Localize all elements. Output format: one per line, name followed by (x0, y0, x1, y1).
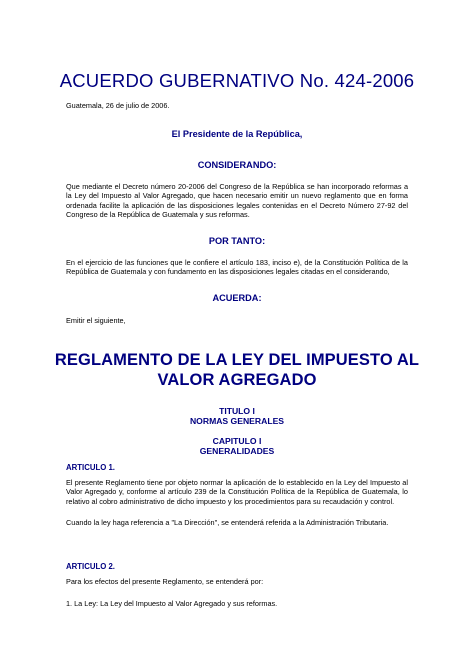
capitulo-heading: CAPITULO I (212, 436, 262, 446)
emitir-line: Emitir el siguiente, (66, 316, 126, 325)
article-1-paragraph-2: Cuando la ley haga referencia a "La Dirección", se entenderá referida a la Administración Tributaria. (66, 518, 389, 527)
reglamento-title-line-2: VALOR AGREGADO (157, 371, 317, 389)
considerando-heading: CONSIDERANDO: (197, 160, 277, 170)
article-2-paragraph: Para los efectos del presente Reglamento, se entenderá por: (66, 577, 264, 586)
reglamento-title-line-1: REGLAMENTO DE LA LEY DEL IMPUESTO AL (54, 351, 420, 369)
titulo-heading: TITULO I (219, 406, 255, 416)
date-line: Guatemala, 26 de julio de 2006. (66, 101, 170, 110)
por-tanto-heading: POR TANTO: (208, 236, 266, 246)
considerando-paragraph: Que mediante el Decreto número 20-2006 del Congreso de la República se han incorporado reformas a la Ley del Impuesto al Valor Agregado, que hacen necesario emitir un nuevo reglamento que en forma ordenada facilite la aplicación de las disposiciones legales contenidas en el Decreto Número 27-92 del Congreso de la República de Guatemala y sus reformas. (66, 182, 408, 219)
article-2-item-1: 1. La Ley: La Ley del Impuesto al Valor Agregado y sus reformas. (66, 599, 278, 608)
document-title: ACUERDO GUBERNATIVO No. 424-2006 (59, 70, 415, 91)
titulo-name: NORMAS GENERALES (189, 416, 285, 426)
acuerda-heading: ACUERDA: (212, 293, 262, 303)
por-tanto-paragraph: En el ejercicio de las funciones que le confiere el artículo 183, inciso e), de la Constitución Política de la República de Guatemala y con fundamento en las disposiciones legales citadas en el considerando, (66, 258, 408, 277)
article-1-heading: ARTICULO 1. (66, 463, 115, 472)
article-1-paragraph: El presente Reglamento tiene por objeto normar la aplicación de lo establecido en la Ley del Impuesto al Valor Agregado y, conforme al artículo 239 de la Constitución Política de la República de Guatemala, lo relativo al cobro administrativo de dicho impuesto y los procedimientos para su recaudación y control. (66, 478, 408, 506)
president-line: El Presidente de la República, (171, 129, 303, 139)
article-2-heading: ARTICULO 2. (66, 562, 115, 571)
capitulo-name: GENERALIDADES (199, 446, 275, 456)
reglamento-title (0, 350, 474, 390)
